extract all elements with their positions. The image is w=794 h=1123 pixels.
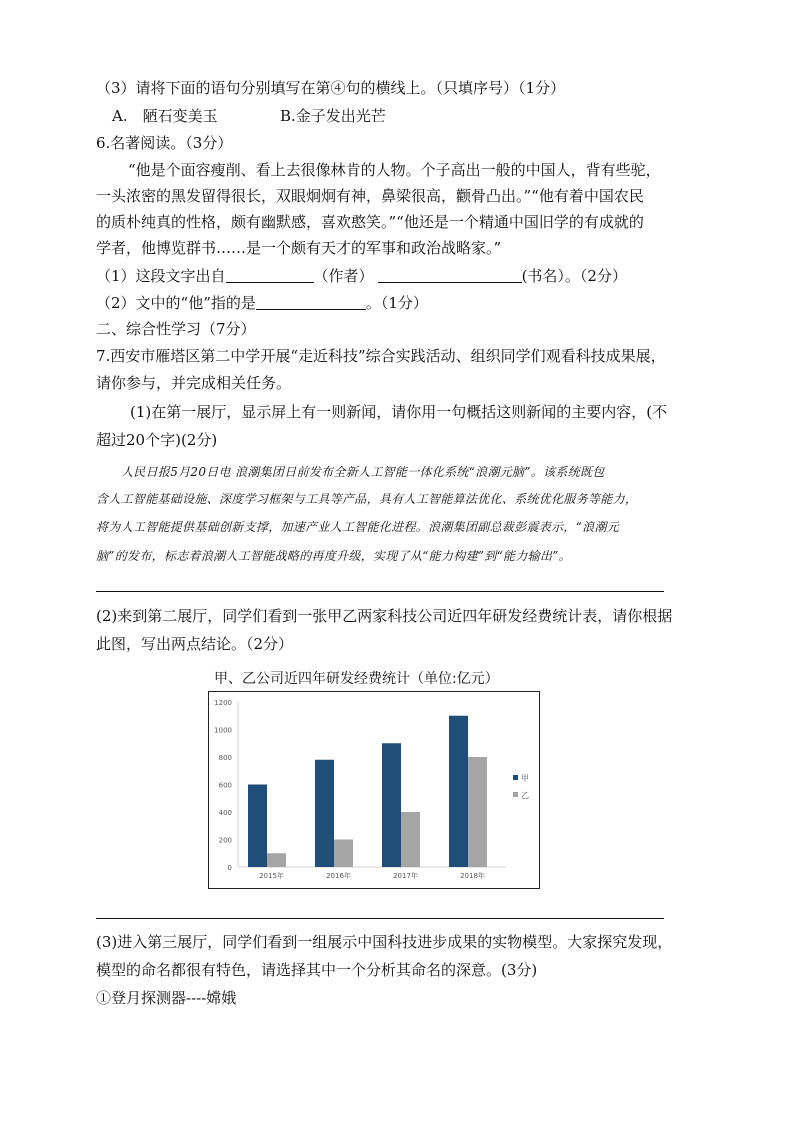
q6-title: 6.名著阅读。（3分） [96, 134, 233, 152]
x-tick-label: 2016年 [326, 872, 351, 880]
q7-sub3-line: (3)进入第三展厅，同学们看到一组展示中国科技进步成果的实物模型。大家探究发现， [96, 933, 673, 951]
q6-q2-suffix: 。（1分） [365, 294, 428, 312]
q7-sub1-line: 超过20个字)(2分) [96, 431, 218, 449]
legend-label: 甲 [521, 774, 529, 783]
q6-passage-line: “他是个面容瘦削、看上去很像林肯的人物。个子高出一般的中国人，背有些驼， [128, 161, 661, 179]
chart-title: 甲、乙公司近四年研发经费统计（单位:亿元） [214, 671, 499, 687]
x-tick-label: 2018年 [460, 872, 485, 880]
q7-sub2-line: 此图，写出两点结论。（2分） [96, 635, 294, 653]
legend-label: 乙 [521, 791, 529, 800]
bar-乙-2018年 [468, 757, 487, 867]
y-tick-label: 1000 [214, 726, 232, 735]
q6-question-2 [96, 293, 428, 313]
book-answer-blank[interactable] [378, 266, 522, 283]
legend-swatch-乙 [513, 792, 518, 797]
y-tick-label: 800 [218, 754, 232, 762]
x-tick-label: 2015年 [259, 872, 284, 880]
x-tick-label: 2017年 [393, 872, 418, 880]
rd-expense-bar-chart [208, 691, 540, 889]
q5-sub3: （3）请将下面的语句分别填写在第④句的横线上。（只填序号）（1分） [96, 79, 566, 97]
q5-option-b: B.金子发出光芒 [280, 107, 386, 125]
bar-乙-2017年 [401, 812, 420, 867]
q7-sub2-line: (2)来到第二展厅，同学们看到一张甲乙两家科技公司近四年研发经费统计表，请你根据 [96, 607, 673, 625]
q6-q2-prefix: （2）文中的“他”指的是 [96, 294, 256, 312]
y-tick-label: 1200 [214, 699, 232, 707]
legend-swatch-甲 [513, 775, 518, 780]
he-answer-blank[interactable] [256, 293, 366, 310]
y-tick-label: 600 [218, 781, 232, 790]
q6-q1-prefix: （1）这段文字出自 [96, 267, 226, 285]
news-line: 人民日报5月20日电 浪潮集团日前发布全新人工智能一体化系统“浪潮元脑”。该系统既包 [121, 465, 605, 479]
news-line: 脑”的发布，标志着浪潮人工智能战略的再度升级，实现了从“能力构建”到“能力输出”。 [96, 549, 571, 563]
y-tick-label: 400 [218, 809, 232, 817]
author-answer-blank[interactable] [226, 266, 314, 283]
q7-intro-line: 7.西安市雁塔区第二中学开展“走近科技”综合实践活动、组织同学们观看科技成果展， [96, 347, 666, 365]
bar-乙-2015年 [267, 853, 286, 867]
bar-甲-2018年 [449, 716, 468, 867]
section2-title: 二、综合性学习（7分） [96, 320, 256, 338]
answer-line-1[interactable] [96, 591, 664, 592]
answer-line-2[interactable] [96, 918, 664, 919]
q6-q1-mid: （作者） [313, 267, 374, 285]
y-tick-label: 200 [218, 836, 232, 845]
bar-甲-2015年 [248, 785, 267, 868]
q7-item1: ①登月探测器----嫦娥 [96, 989, 237, 1007]
q7-sub1-line: (1)在第一展厅，显示屏上有一则新闻，请你用一句概括这则新闻的主要内容，(不 [130, 403, 668, 421]
news-line: 含人工智能基础设施、深度学习框架与工具等产品，具有人工智能算法优化、系统优化服务等能力， [96, 492, 638, 506]
q6-passage-line: 的质朴纯真的性格，颇有幽默感，喜欢憨笑。”“他还是一个精通中国旧学的有成就的 [96, 213, 644, 231]
y-tick-label: 0 [227, 864, 232, 872]
q6-question-1 [96, 266, 627, 286]
q7-intro-line: 请你参与，并完成相关任务。 [96, 374, 292, 392]
q7-sub3-line: 模型的命名都很有特色，请选择其中一个分析其命名的深意。(3分) [96, 961, 538, 979]
q6-passage-line: 学者，他博览群书……是一个颇有天才的军事和政治战略家。” [96, 239, 502, 257]
bar-甲-2017年 [382, 743, 401, 867]
bar-甲-2016年 [315, 760, 334, 867]
q5-option-a: A. 陋石变美玉 [112, 107, 218, 125]
q6-passage-line: 一头浓密的黑发留得很长，双眼炯炯有神，鼻梁很高，颧骨凸出。”“他有着中国农民 [96, 187, 644, 205]
news-line: 将为人工智能提供基础创新支撑，加速产业人工智能化进程。浪潮集团副总裁彭震表示，“浪潮元 [96, 520, 620, 534]
q6-q1-suffix: (书名）。（2分） [521, 267, 627, 285]
bar-乙-2016年 [334, 840, 353, 868]
